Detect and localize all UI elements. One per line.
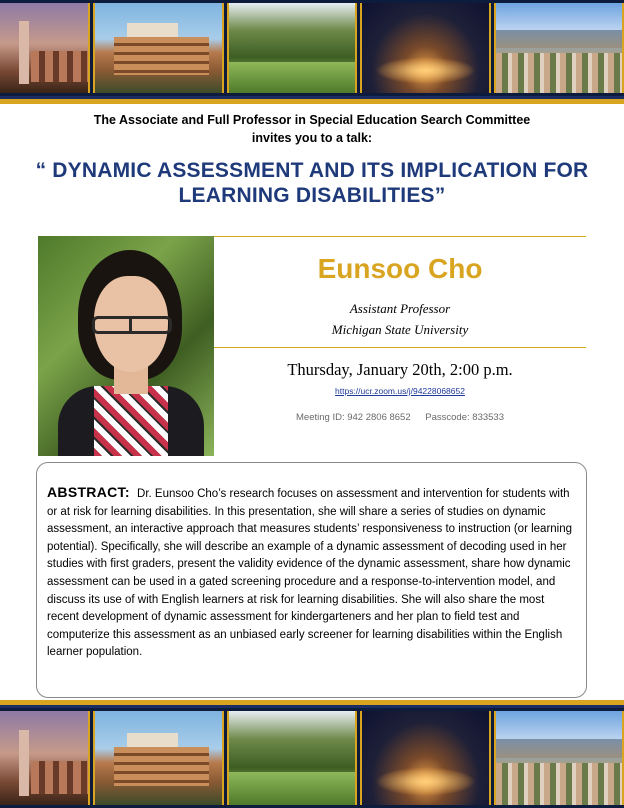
bell-tower-arcade-photo [0, 3, 90, 93]
gold-divider [0, 700, 624, 705]
abstract-text: Dr. Eunsoo Cho’s research focuses on assessment and intervention for students with or at risk for learning disabilities. In this presentation, she will share a series of studies on dynamic assessment, an interactive approach that measures students’ responsiveness to instruction (or learning potential). Specifically, she will describe an example of a dynamic assessment of decoding used in her studies with first graders, present the validity evidence of the dynamic assessment, share how dynamic assessment can be used in a gated screening procedure and a response-to-intervention model, and discuss its use of with English learners at risk for learning disabilities. She will also share the most recent development of dynamic assessment for kindergarteners and her plan to field test and computerize this assessment as an unbiased early screener for learning disabilities within the English learner population. [47, 488, 573, 659]
talk-title-line1: “ DYNAMIC ASSESSMENT AND ITS IMPLICATION FOR [35, 159, 589, 182]
speaker-headshot [38, 236, 214, 456]
bell-tower-arcade-photo [0, 711, 90, 805]
passcode: Passcode: 833533 [425, 412, 504, 423]
speaker-institution: Michigan State University [331, 322, 469, 337]
gold-divider [0, 99, 624, 104]
valley-town-aerial-photo [494, 711, 624, 805]
talk-title [20, 158, 604, 208]
zoom-link[interactable]: https://ucr.zoom.us/j/94228068652 [335, 386, 465, 396]
valley-town-aerial-photo [494, 3, 624, 93]
night-city-aerial-photo [360, 711, 490, 805]
meeting-id: Meeting ID: 942 2806 8652 [296, 412, 411, 423]
meeting-info [214, 412, 586, 423]
abstract-label: ABSTRACT: [47, 484, 130, 500]
speaker-bottom-rule [214, 347, 586, 348]
committee-invitation [0, 111, 624, 147]
speaker-name: Eunsoo Cho [317, 253, 483, 284]
abstract-box [36, 462, 587, 698]
night-city-aerial-photo [360, 3, 490, 93]
committee-line: The Associate and Full Professor in Special Education Search Committee [93, 113, 531, 127]
tree-lined-lawn-photo [227, 3, 357, 93]
tree-lined-lawn-photo [227, 711, 357, 805]
bottom-photo-banner [0, 708, 624, 808]
speaker-top-rule [214, 236, 586, 237]
talk-title-line2: LEARNING DISABILITIES” [178, 184, 446, 207]
campus-building-photo [93, 711, 223, 805]
speaker-title: Assistant Professor [349, 301, 451, 316]
event-datetime: Thursday, January 20th, 2:00 p.m. [287, 360, 513, 379]
invite-line: invites you to a talk: [251, 131, 373, 145]
campus-building-photo [93, 3, 223, 93]
speaker-affiliation [214, 298, 586, 340]
top-photo-banner [0, 0, 624, 96]
